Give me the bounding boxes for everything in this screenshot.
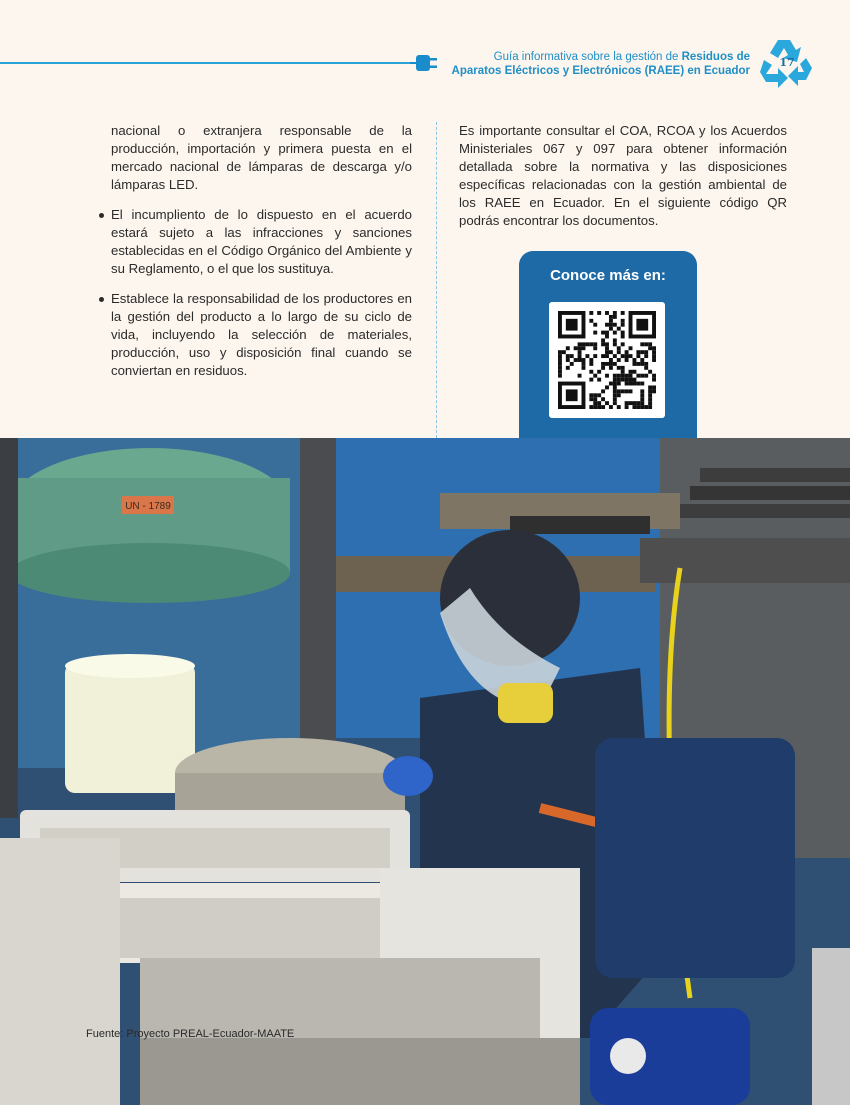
photo-illustration <box>0 438 850 1105</box>
title-line1-bold: Residuos de <box>681 51 750 63</box>
qr-card <box>519 251 697 439</box>
right-column <box>459 122 787 230</box>
plug-icon <box>410 52 438 74</box>
qr-code-image <box>558 311 656 409</box>
header-rule <box>0 62 418 64</box>
document-title <box>440 50 750 78</box>
bullet-item: Establece la responsabilidad de los productores en la gestión del producto a lo largo de su ciclo de vida, incluyendo la selección de materiales, producción, uso y disposición final cuando se conviertan en residuos. <box>96 290 412 380</box>
intro-paragraph: nacional o extranjera responsable de la producción, importación y primera puesta en el mercado nacional de lámparas de descarga y/o lámparas LED. <box>111 123 412 192</box>
title-line1-light: Guía informativa sobre la gestión de <box>493 51 682 63</box>
qr-code[interactable] <box>549 302 665 418</box>
info-paragraph: Es importante consultar el COA, RCOA y los Acuerdos Ministeriales 067 y 097 para obtener información detallada sobre la normativa y las disposiciones específicas relacionadas con la gestión ambiental de los RAEE en Ecuador. En el siguiente código QR podrás encontrar los documentos. <box>459 123 787 228</box>
bullet-list <box>96 206 412 380</box>
bullet-item: El incumpliento de lo dispuesto en el acuerdo estará sujeto a las infracciones y sanciones establecidas en el Código Orgánico del Ambiente y su Reglamento, o el que los sustituya. <box>96 206 412 278</box>
photo-caption: Fuente: Proyecto PREAL-Ecuador-MAATE <box>86 1028 295 1040</box>
qr-card-title: Conoce más en: <box>550 267 666 284</box>
title-line2: Aparatos Eléctricos y Electrónicos (RAEE) en Ecuador <box>451 65 750 77</box>
drum-label: UN - 1789 <box>125 501 171 512</box>
workshop-photo <box>0 438 850 1105</box>
page-number: 17 <box>779 56 795 69</box>
column-divider <box>436 122 437 438</box>
left-column <box>96 122 412 392</box>
